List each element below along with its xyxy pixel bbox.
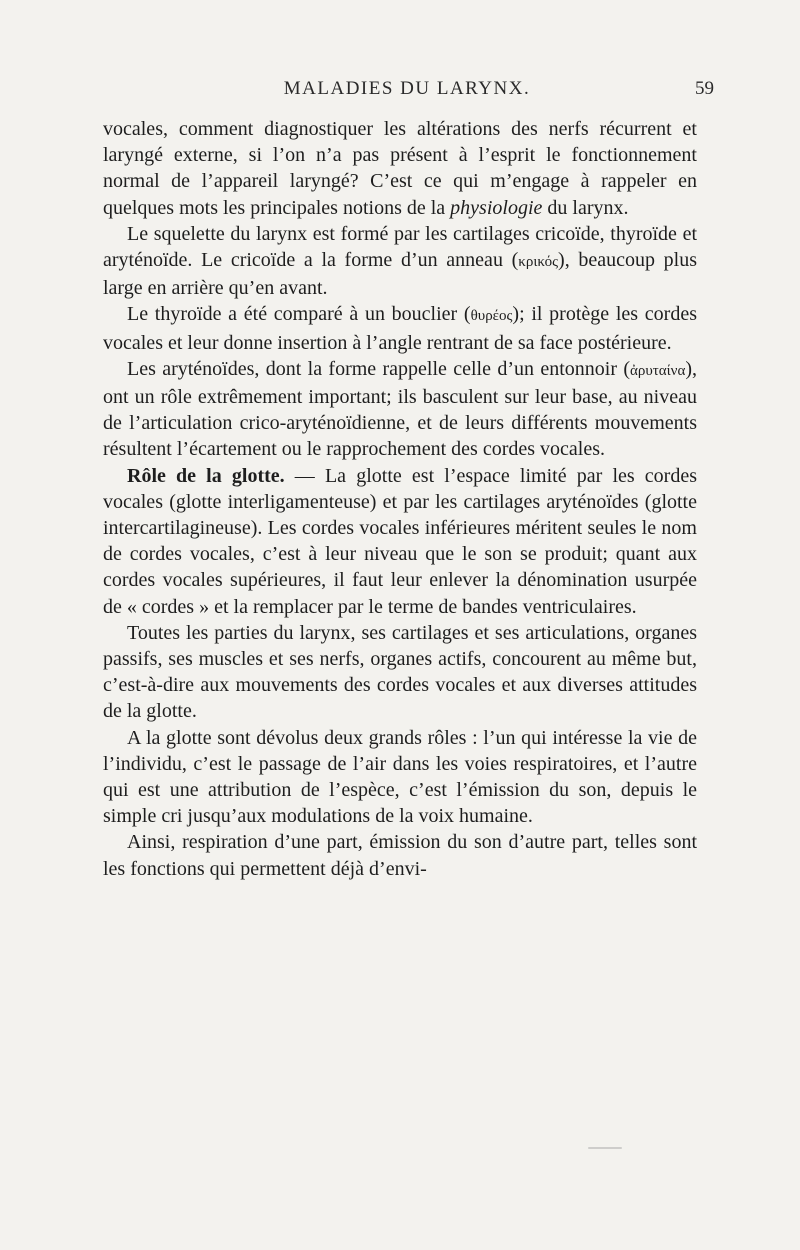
- page-number: 59: [695, 78, 714, 99]
- print-smudge: [588, 1147, 622, 1149]
- emphasis: physiologie: [450, 196, 543, 219]
- paragraph: Ainsi, respiration d’une part, émission du son d’autre part, telles sont les fonctions qui permettent déjà d’envi-: [103, 831, 697, 880]
- paragraph: Rôle de la glotte. — La glotte est l’espace limité par les cordes vocales (glotte interligamenteuse) et par les cartilages aryténoïdes (glotte intercartilagineuse). Les cordes vocales inférieures méritent seules le nom de cordes vocales, c’est à leur niveau que le son se produit; quant aux cordes vocales supérieures, il faut leur enlever la dénomination usurpée de « cordes » et la remplacer par le terme de bandes ventriculaires.: [103, 464, 698, 618]
- greek-word: ἀρυταίνα: [629, 362, 686, 379]
- body-text: [103, 116, 697, 882]
- section-heading: Rôle de la glotte.: [127, 464, 285, 487]
- paragraph: vocales, comment diagnostiquer les altérations des nerfs récurrent et laryngé externe, si l’on n’a pas présent à l’esprit le fonctionnement normal de l’appareil laryngé? C’est ce qui m’engage à rappeler en quelques mots les principales notions de la physiologie du larynx.: [103, 118, 697, 219]
- page-header: [100, 78, 714, 102]
- running-title: MALADIES DU LARYNX.: [283, 78, 531, 99]
- greek-word: κρικός: [518, 254, 559, 271]
- paragraph: Le squelette du larynx est formé par les cartilages cricoïde, thyroïde et aryténoïde. Le cricoïde a la forme d’un anneau (κρικός), beaucoup plus large en arrière qu’en avant.: [103, 222, 697, 300]
- paragraph: Toutes les parties du larynx, ses cartilages et ses articulations, organes passifs, ses muscles et ses nerfs, organes actifs, concourent au même but, c’est-à-dire aux mouvements des cordes vocales et aux diverses attitudes de la glotte.: [103, 621, 697, 723]
- greek-word: θυρέος: [470, 308, 513, 325]
- paragraph: Le thyroïde a été comparé à un bouclier (θυρέος); il protège les cordes vocales et leur donne insertion à l’angle rentrant de sa face postérieure.: [103, 303, 698, 354]
- paragraph: Les aryténoïdes, dont la forme rappelle celle d’un entonnoir (ἀρυταίνα), ont un rôle extrêmement important; ils basculent sur leur base, au niveau de l’articulation crico-aryténoïdienne, et de leurs différents mouvements résultent l’écartement ou le rapprochement des cordes vocales.: [103, 357, 697, 461]
- paragraph: A la glotte sont dévolus deux grands rôles : l’un qui intéresse la vie de l’individu, c’est le passage de l’air dans les voies respiratoires, et l’autre qui est une attribution de l’espèce, c’est l’émission du son, depuis le simple cri jusqu’aux modulations de la voix humaine.: [103, 726, 697, 828]
